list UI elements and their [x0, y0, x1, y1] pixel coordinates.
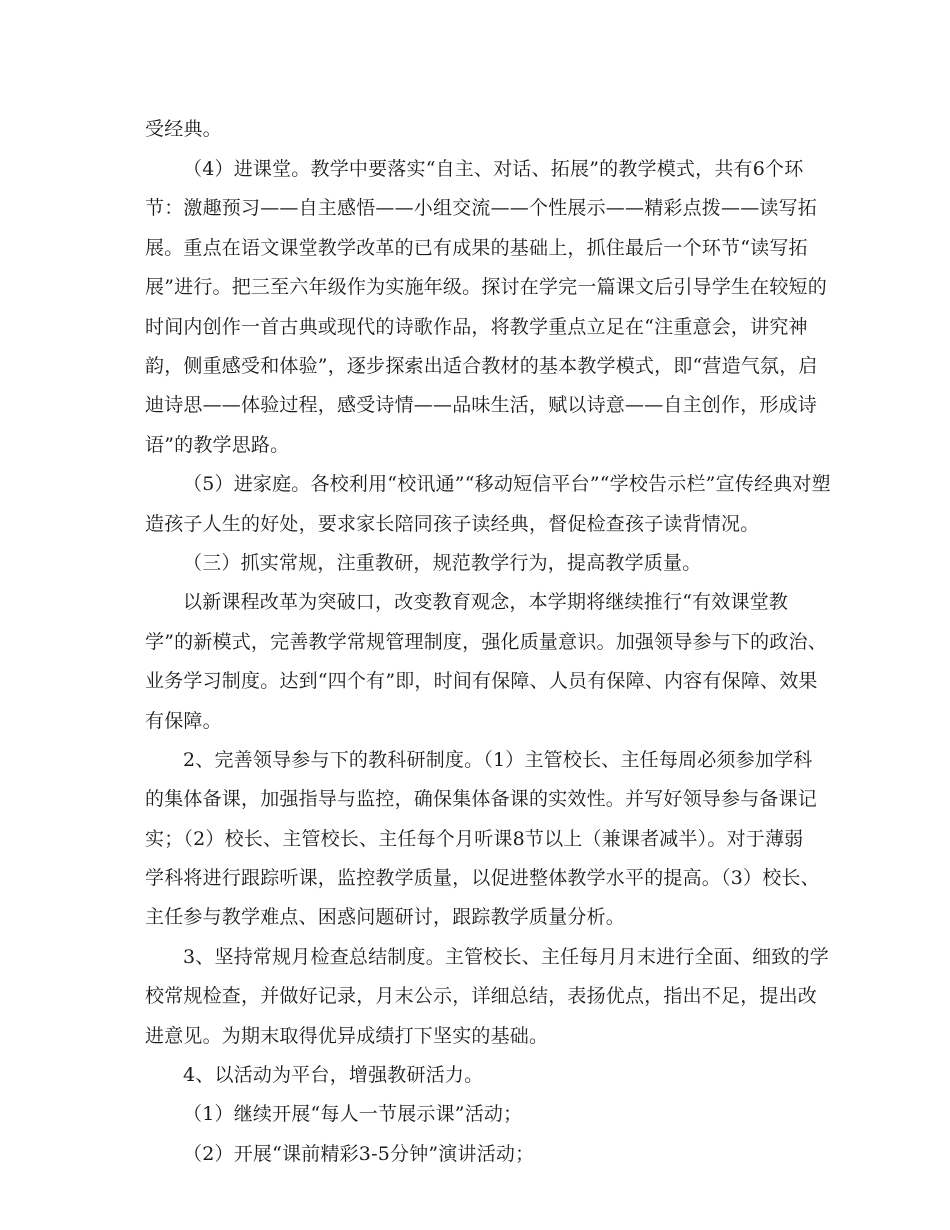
text-line: 3、坚持常规月检查总结制度。主管校长、主任每月月末进行全面、细致的学 [183, 946, 829, 968]
text-line: （2）开展“课前精彩3-5分钟”演讲活动； [183, 1143, 535, 1165]
text-line: 展。重点在语文课堂教学改革的已有成果的基础上，抓住最后一个环节“读写拓 [145, 237, 808, 259]
text-line: 学”的新模式，完善教学常规管理制度，强化质量意识。加强领导参与下的政治、 [145, 631, 827, 653]
text-line: 2、完善领导参与下的教科研制度。（1）主管校长、主任每周必须参加学科 [183, 749, 813, 771]
text-line: 校常规检查，并做好记录，月末公示，详细总结，表扬优点，指出不足，提出改 [145, 985, 818, 1007]
text-line: 迪诗思——体验过程，感受诗情——品味生活，赋以诗意——自主创作，形成诗 [145, 394, 818, 416]
text-line: 4、以活动为平台，增强教研活力。 [183, 1064, 484, 1086]
text-line: 业务学习制度。达到“四个有”即，时间有保障、人员有保障、内容有保障、效果 [145, 670, 818, 692]
text-line: （1）继续开展“每人一节展示课”活动； [183, 1103, 523, 1125]
text-line: 展”进行。把三至六年级作为实施年级。探讨在学完一篇课文后引导学生在较短的 [145, 276, 827, 298]
text-line: 韵，侧重感受和体验”，逐步探索出适合教材的基本教学模式，即“营造气氛，启 [145, 355, 818, 377]
text-line: （5）进家庭。各校利用“校讯通”“移动短信平台”“学校告示栏”宣传经典对塑 [183, 473, 831, 495]
text-line: 的集体备课，加强指导与监控，确保集体备课的实效性。并写好领导参与备课记 [145, 788, 818, 810]
text-line: 节：激趣预习——自主感悟——小组交流——个性展示——精彩点拨——读写拓 [145, 197, 818, 219]
text-line: 受经典。 [145, 118, 222, 140]
text-line: （三）抓实常规，注重教研，规范教学行为，提高教学质量。 [183, 552, 702, 574]
text-line: 进意见。为期末取得优异成绩打下坚实的基础。 [145, 1025, 549, 1047]
text-line: 时间内创作一首古典或现代的诗歌作品，将教学重点立足在“注重意会，讲究神 [145, 316, 808, 338]
text-line: 语”的教学思路。 [145, 434, 290, 456]
text-line: 有保障。 [145, 710, 222, 732]
text-line: 学科将进行跟踪听课，监控教学质量，以促进整体教学水平的提高。（3）校长、 [145, 867, 820, 889]
text-line: 主任参与教学难点、困惑问题研讨，跟踪教学质量分析。 [145, 906, 626, 928]
text-line: （4）进课堂。教学中要落实“自主、对话、拓展”的教学模式，共有6个环 [183, 158, 804, 180]
text-line: 以新课程改革为突破口，改变教育观念，本学期将继续推行“有效课堂教 [183, 591, 789, 613]
text-line: 实；（2）校长、主管校长、主任每个月听课8节以上（兼课者减半）。对于薄弱 [145, 828, 804, 850]
text-line: 造孩子人生的好处，要求家长陪同孩子读经典，督促检查孩子读背情况。 [145, 513, 760, 535]
